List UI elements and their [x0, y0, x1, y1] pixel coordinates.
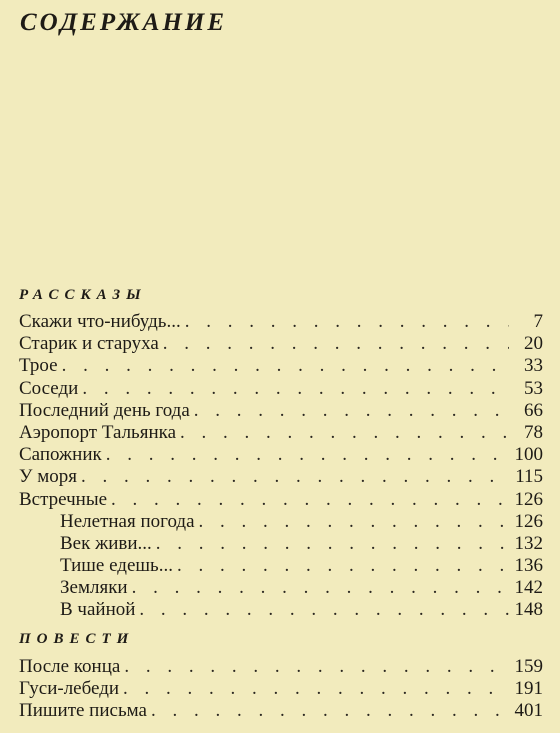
toc-entry-title: Скажи что-нибудь... [19, 311, 181, 332]
toc-entry-page: 78 [524, 421, 543, 443]
toc-entry-title: У моря [19, 466, 77, 488]
toc-entry-title: Встречные [19, 488, 108, 510]
toc-entry-title: Последний день года [19, 399, 190, 421]
dot-leader [139, 599, 509, 621]
toc-entry-nested [19, 511, 543, 533]
page-title: СОДЕРЖАНИЕ [20, 9, 228, 36]
toc-entry-page: 7 [533, 311, 543, 332]
toc-entry [19, 311, 543, 333]
toc-entry-nested [19, 599, 543, 621]
toc-entry-nested [19, 577, 543, 599]
toc-entry-title: Век живи... [60, 532, 152, 554]
dot-leader [124, 656, 509, 678]
toc-entry-page: 159 [514, 656, 543, 677]
toc-entry [19, 700, 543, 722]
dot-leader [163, 333, 509, 355]
dot-leader [180, 422, 509, 444]
toc-entry-page: 142 [514, 577, 543, 599]
toc-entry-page: 66 [524, 399, 543, 421]
toc-entry-page: 401 [514, 700, 543, 722]
toc-entry-title: Старик и старуха [19, 333, 159, 355]
toc-entry [19, 656, 543, 678]
dot-leader [151, 700, 509, 722]
toc-entry-page: 136 [514, 555, 543, 577]
toc-entry-page: 126 [514, 510, 543, 532]
toc-entry [19, 333, 543, 355]
toc-entry [19, 422, 543, 444]
dot-leader [194, 400, 509, 422]
toc-entry [19, 444, 543, 466]
toc-entry-title: После конца [19, 656, 121, 677]
toc-entry-title: Земляки [60, 577, 128, 599]
dot-leader [81, 466, 509, 488]
toc-entry-page: 191 [514, 678, 543, 700]
toc-entry-page: 100 [514, 444, 543, 466]
dot-leader [199, 511, 509, 533]
dot-leader [177, 555, 509, 577]
toc-entry-title: Аэропорт Тальянка [19, 421, 177, 443]
toc-entry-page: 148 [514, 599, 543, 621]
toc-entry-title: В чайной [60, 599, 136, 621]
toc-entry-title: Трое [19, 355, 58, 377]
toc-entry-page: 53 [524, 377, 543, 399]
dot-leader [82, 378, 509, 400]
toc-entry-title: Тише едешь... [60, 555, 173, 577]
toc-list-novellas [19, 656, 543, 723]
toc-entry-nested [19, 533, 543, 555]
dot-leader [185, 311, 509, 333]
dot-leader [132, 577, 509, 599]
toc-entry [19, 678, 543, 700]
section-heading-novellas: ПОВЕСТИ [19, 631, 135, 647]
toc-entry-page: 33 [524, 355, 543, 377]
toc-entry [19, 378, 543, 400]
toc-list-stories [19, 311, 543, 622]
toc-entry-title: Гуси-лебеди [19, 678, 120, 700]
toc-entry-title: Сапожник [19, 444, 102, 466]
section-heading-stories: РАССКАЗЫ [19, 287, 147, 303]
dot-leader [156, 533, 509, 555]
toc-entry-page: 132 [514, 532, 543, 554]
dot-leader [62, 355, 509, 377]
toc-entry-title: Соседи [19, 377, 79, 399]
toc-entry [19, 400, 543, 422]
toc-entry-page: 20 [524, 333, 543, 355]
toc-entry-page: 126 [514, 488, 543, 510]
dot-leader [123, 678, 509, 700]
toc-entry-title: Пишите письма [19, 700, 147, 722]
toc-entry [19, 355, 543, 377]
dot-leader [111, 489, 509, 511]
toc-entry [19, 489, 543, 511]
toc-entry-title: Нелетная погода [60, 510, 195, 532]
dot-leader [106, 444, 509, 466]
toc-entry-page: 115 [515, 466, 543, 488]
toc-entry [19, 466, 543, 488]
toc-entry-nested [19, 555, 543, 577]
